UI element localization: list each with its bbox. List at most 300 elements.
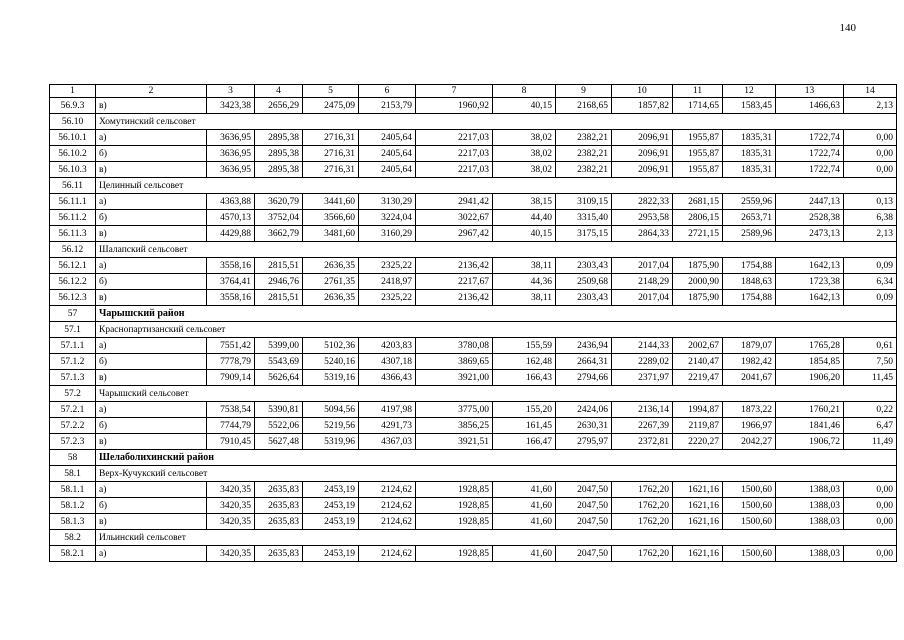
table-cell: 2528,38 — [776, 210, 844, 226]
table-cell: 4570,13 — [207, 210, 255, 226]
table-cell: 1754,88 — [723, 290, 776, 306]
table-cell: 2636,35 — [303, 290, 359, 306]
table-cell: 7,50 — [844, 354, 897, 370]
row-code: 56.12.2 — [50, 274, 96, 290]
table-cell: 2096,91 — [612, 162, 673, 178]
table-cell: 166,47 — [493, 434, 556, 450]
row-variant: а) — [96, 130, 207, 146]
table-cell: 2635,83 — [255, 546, 303, 562]
table-cell: 2453,19 — [303, 514, 359, 530]
table-cell: 4307,18 — [359, 354, 416, 370]
table-cell: 3130,29 — [359, 194, 416, 210]
table-cell: 4197,98 — [359, 402, 416, 418]
row-variant: б) — [96, 210, 207, 226]
table-cell: 2047,50 — [556, 546, 612, 562]
table-cell: 2630,31 — [556, 418, 612, 434]
table-cell: 0,00 — [844, 146, 897, 162]
row-variant: а) — [96, 402, 207, 418]
table-cell: 1762,20 — [612, 546, 673, 562]
table-cell: 2635,83 — [255, 498, 303, 514]
table-cell: 1722,74 — [776, 130, 844, 146]
row-code: 58.1.3 — [50, 514, 96, 530]
table-cell: 5522,06 — [255, 418, 303, 434]
table-cell: 2664,31 — [556, 354, 612, 370]
table-cell: 2716,31 — [303, 146, 359, 162]
section-name: Шалапский сельсовет — [96, 242, 897, 258]
table-cell: 5240,16 — [303, 354, 359, 370]
table-cell: 162,48 — [493, 354, 556, 370]
column-header: 12 — [723, 85, 776, 98]
row-code: 58.1 — [50, 466, 96, 482]
table-cell: 2716,31 — [303, 130, 359, 146]
row-code: 57.2.3 — [50, 434, 96, 450]
table-cell: 2148,29 — [612, 274, 673, 290]
table-cell: 1906,72 — [776, 434, 844, 450]
table-cell: 1500,60 — [723, 546, 776, 562]
table-cell: 3224,04 — [359, 210, 416, 226]
section-row — [50, 114, 897, 130]
table-cell: 2436,94 — [556, 338, 612, 354]
section-name: Хомутинский сельсовет — [96, 114, 897, 130]
table-cell: 5319,16 — [303, 370, 359, 386]
header-row — [50, 85, 897, 98]
table-cell: 41,60 — [493, 498, 556, 514]
column-header: 7 — [416, 85, 493, 98]
section-row — [50, 466, 897, 482]
row-variant: в) — [96, 434, 207, 450]
table-cell: 41,60 — [493, 482, 556, 498]
table-cell: 3662,79 — [255, 226, 303, 242]
table-cell: 0,00 — [844, 498, 897, 514]
table-cell: 2220,27 — [673, 434, 723, 450]
row-code: 58.1.1 — [50, 482, 96, 498]
table-cell: 1960,92 — [416, 98, 493, 114]
table-cell: 38,02 — [493, 162, 556, 178]
table-cell: 1928,85 — [416, 546, 493, 562]
table-cell: 2815,51 — [255, 290, 303, 306]
table-cell: 1879,07 — [723, 338, 776, 354]
table-cell: 1762,20 — [612, 514, 673, 530]
row-code: 56.11 — [50, 178, 96, 194]
table-cell: 44,40 — [493, 210, 556, 226]
table-cell: 2405,64 — [359, 146, 416, 162]
table-cell: 2168,65 — [556, 98, 612, 114]
table-cell: 2017,04 — [612, 258, 673, 274]
table-cell: 2267,39 — [612, 418, 673, 434]
section-row — [50, 386, 897, 402]
table-cell: 2382,21 — [556, 146, 612, 162]
table-cell: 2140,47 — [673, 354, 723, 370]
table-cell: 1854,85 — [776, 354, 844, 370]
table-cell: 2681,15 — [673, 194, 723, 210]
row-variant: в) — [96, 98, 207, 114]
table-cell: 1621,16 — [673, 498, 723, 514]
table-cell: 3921,51 — [416, 434, 493, 450]
row-code: 58.2 — [50, 530, 96, 546]
table-cell: 6,34 — [844, 274, 897, 290]
table-cell: 2136,42 — [416, 290, 493, 306]
table-cell: 1765,28 — [776, 338, 844, 354]
row-code: 57.1.1 — [50, 338, 96, 354]
table-cell: 0,00 — [844, 546, 897, 562]
row-code: 56.10.3 — [50, 162, 96, 178]
row-variant: в) — [96, 226, 207, 242]
column-header: 10 — [612, 85, 673, 98]
table-cell: 2041,67 — [723, 370, 776, 386]
table-cell: 1642,13 — [776, 290, 844, 306]
table-cell: 0,00 — [844, 514, 897, 530]
row-variant: б) — [96, 498, 207, 514]
table-cell: 2144,33 — [612, 338, 673, 354]
table-cell: 1388,03 — [776, 498, 844, 514]
table-cell: 3109,15 — [556, 194, 612, 210]
table-cell: 2953,58 — [612, 210, 673, 226]
table-cell: 0,61 — [844, 338, 897, 354]
table-cell: 1760,21 — [776, 402, 844, 418]
table-cell: 166,43 — [493, 370, 556, 386]
table-cell: 3160,29 — [359, 226, 416, 242]
table-cell: 3620,79 — [255, 194, 303, 210]
table-cell: 0,22 — [844, 402, 897, 418]
table-cell: 2153,79 — [359, 98, 416, 114]
table-row — [50, 258, 897, 274]
table-cell: 2656,29 — [255, 98, 303, 114]
table-cell: 3780,08 — [416, 338, 493, 354]
table-cell: 7910,45 — [207, 434, 255, 450]
row-variant: б) — [96, 274, 207, 290]
table-cell: 1994,87 — [673, 402, 723, 418]
table-cell: 2721,15 — [673, 226, 723, 242]
row-code: 57.2.2 — [50, 418, 96, 434]
table-cell: 5094,56 — [303, 402, 359, 418]
table-cell: 44,36 — [493, 274, 556, 290]
table-cell: 1848,63 — [723, 274, 776, 290]
table-cell: 0,00 — [844, 130, 897, 146]
table-cell: 1835,31 — [723, 146, 776, 162]
table-cell: 3752,04 — [255, 210, 303, 226]
table-cell: 40,15 — [493, 226, 556, 242]
table-row — [50, 434, 897, 450]
table-cell: 40,15 — [493, 98, 556, 114]
table-cell: 1955,87 — [673, 130, 723, 146]
row-variant: в) — [96, 370, 207, 386]
table-row — [50, 338, 897, 354]
row-code: 56.10 — [50, 114, 96, 130]
table-row — [50, 290, 897, 306]
table-cell: 2424,06 — [556, 402, 612, 418]
row-variant: а) — [96, 338, 207, 354]
row-code: 57.1.3 — [50, 370, 96, 386]
table-row — [50, 546, 897, 562]
table-cell: 2895,38 — [255, 130, 303, 146]
table-cell: 1955,87 — [673, 146, 723, 162]
table-cell: 2453,19 — [303, 498, 359, 514]
table-cell: 0,09 — [844, 258, 897, 274]
table-cell: 6,47 — [844, 418, 897, 434]
table-cell: 1928,85 — [416, 498, 493, 514]
table-cell: 2509,68 — [556, 274, 612, 290]
table-cell: 2,13 — [844, 226, 897, 242]
table-cell: 2815,51 — [255, 258, 303, 274]
column-header: 9 — [556, 85, 612, 98]
table-cell: 2303,43 — [556, 258, 612, 274]
table-cell: 3764,41 — [207, 274, 255, 290]
row-variant: в) — [96, 514, 207, 530]
table-row — [50, 274, 897, 290]
table-row — [50, 98, 897, 114]
table-row — [50, 418, 897, 434]
table-cell: 1835,31 — [723, 130, 776, 146]
row-code: 56.12.3 — [50, 290, 96, 306]
table-cell: 4366,43 — [359, 370, 416, 386]
table-cell: 4363,88 — [207, 194, 255, 210]
district-row — [50, 306, 897, 322]
table-cell: 1500,60 — [723, 514, 776, 530]
column-header: 1 — [50, 85, 96, 98]
table-cell: 3423,38 — [207, 98, 255, 114]
table-row — [50, 226, 897, 242]
table-cell: 2217,67 — [416, 274, 493, 290]
table-cell: 2559,96 — [723, 194, 776, 210]
table-cell: 1388,03 — [776, 546, 844, 562]
table-cell: 2895,38 — [255, 146, 303, 162]
row-code: 57.1.2 — [50, 354, 96, 370]
table-cell: 2017,04 — [612, 290, 673, 306]
table-cell: 1722,74 — [776, 146, 844, 162]
row-variant: б) — [96, 354, 207, 370]
table-cell: 1388,03 — [776, 514, 844, 530]
row-code: 58.2.1 — [50, 546, 96, 562]
table-cell: 38,02 — [493, 146, 556, 162]
table-cell: 2967,42 — [416, 226, 493, 242]
table-cell: 38,15 — [493, 194, 556, 210]
table-cell: 2864,33 — [612, 226, 673, 242]
table-cell: 2941,42 — [416, 194, 493, 210]
table-cell: 0,09 — [844, 290, 897, 306]
table-cell: 2371,97 — [612, 370, 673, 386]
table-cell: 2119,87 — [673, 418, 723, 434]
table-cell: 155,20 — [493, 402, 556, 418]
table-cell: 1754,88 — [723, 258, 776, 274]
column-header: 6 — [359, 85, 416, 98]
table-cell: 1875,90 — [673, 258, 723, 274]
table-cell: 2096,91 — [612, 146, 673, 162]
column-header: 8 — [493, 85, 556, 98]
table-cell: 3775,00 — [416, 402, 493, 418]
section-row — [50, 322, 897, 338]
table-cell: 3420,35 — [207, 546, 255, 562]
row-code: 58.1.2 — [50, 498, 96, 514]
table-cell: 5399,00 — [255, 338, 303, 354]
table-cell: 4203,83 — [359, 338, 416, 354]
row-variant: а) — [96, 258, 207, 274]
table-cell: 3566,60 — [303, 210, 359, 226]
table-cell: 1621,16 — [673, 546, 723, 562]
table-cell: 155,59 — [493, 338, 556, 354]
table-cell: 2635,83 — [255, 514, 303, 530]
table-cell: 2453,19 — [303, 546, 359, 562]
row-code: 57.2 — [50, 386, 96, 402]
table-cell: 1928,85 — [416, 514, 493, 530]
section-name: Чарышский сельсовет — [96, 386, 897, 402]
table-cell: 2946,76 — [255, 274, 303, 290]
table-cell: 1642,13 — [776, 258, 844, 274]
table-row — [50, 130, 897, 146]
table-cell: 0,13 — [844, 194, 897, 210]
row-variant: б) — [96, 146, 207, 162]
table-cell: 1500,60 — [723, 482, 776, 498]
table-cell: 41,60 — [493, 546, 556, 562]
table-cell: 2382,21 — [556, 162, 612, 178]
row-code: 56.12 — [50, 242, 96, 258]
district-name: Чарышский район — [96, 306, 897, 322]
column-header: 14 — [844, 85, 897, 98]
table-cell: 3869,65 — [416, 354, 493, 370]
table-cell: 3636,95 — [207, 162, 255, 178]
table-cell: 2002,67 — [673, 338, 723, 354]
row-code: 56.10.1 — [50, 130, 96, 146]
table-cell: 161,45 — [493, 418, 556, 434]
table-cell: 11,49 — [844, 434, 897, 450]
column-header: 2 — [96, 85, 207, 98]
row-variant: б) — [96, 418, 207, 434]
table-row — [50, 370, 897, 386]
table-cell: 1928,85 — [416, 482, 493, 498]
table-cell: 2382,21 — [556, 130, 612, 146]
table-row — [50, 402, 897, 418]
table-cell: 1875,90 — [673, 290, 723, 306]
table-cell: 2325,22 — [359, 258, 416, 274]
row-code: 56.9.3 — [50, 98, 96, 114]
table-cell: 1841,46 — [776, 418, 844, 434]
table-cell: 1835,31 — [723, 162, 776, 178]
section-row — [50, 242, 897, 258]
column-header: 3 — [207, 85, 255, 98]
table-row — [50, 210, 897, 226]
table-cell: 1621,16 — [673, 482, 723, 498]
table-row — [50, 498, 897, 514]
table-cell: 1966,97 — [723, 418, 776, 434]
table-cell: 7778,79 — [207, 354, 255, 370]
section-name: Ильинский сельсовет — [96, 530, 897, 546]
table-cell: 38,02 — [493, 130, 556, 146]
district-row — [50, 450, 897, 466]
table-cell: 2453,19 — [303, 482, 359, 498]
table-cell: 2047,50 — [556, 482, 612, 498]
table-cell: 1873,22 — [723, 402, 776, 418]
table-cell: 2136,42 — [416, 258, 493, 274]
table-cell: 2289,02 — [612, 354, 673, 370]
row-code: 56.11.3 — [50, 226, 96, 242]
table-cell: 1714,65 — [673, 98, 723, 114]
table-cell: 3481,60 — [303, 226, 359, 242]
table-cell: 38,11 — [493, 258, 556, 274]
table-cell: 2047,50 — [556, 514, 612, 530]
table-cell: 7551,42 — [207, 338, 255, 354]
table-cell: 2124,62 — [359, 482, 416, 498]
table-cell: 0,00 — [844, 162, 897, 178]
page-number: 140 — [839, 22, 856, 34]
table-cell: 3558,16 — [207, 290, 255, 306]
table-cell: 2096,91 — [612, 130, 673, 146]
section-name: Краснопартизанский сельсовет — [96, 322, 897, 338]
table-cell: 2000,90 — [673, 274, 723, 290]
table-cell: 7538,54 — [207, 402, 255, 418]
row-code: 56.11.2 — [50, 210, 96, 226]
table-cell: 2042,27 — [723, 434, 776, 450]
table-cell: 2303,43 — [556, 290, 612, 306]
column-header: 11 — [673, 85, 723, 98]
table-cell: 2372,81 — [612, 434, 673, 450]
column-header: 5 — [303, 85, 359, 98]
table-cell: 2794,66 — [556, 370, 612, 386]
table-cell: 2636,35 — [303, 258, 359, 274]
table-cell: 0,00 — [844, 482, 897, 498]
row-code: 56.10.2 — [50, 146, 96, 162]
column-header: 13 — [776, 85, 844, 98]
row-code: 56.12.1 — [50, 258, 96, 274]
table-cell: 3636,95 — [207, 146, 255, 162]
table-cell: 5543,69 — [255, 354, 303, 370]
table-cell: 2447,13 — [776, 194, 844, 210]
table-cell: 3558,16 — [207, 258, 255, 274]
section-row — [50, 530, 897, 546]
table-row — [50, 194, 897, 210]
table-cell: 2124,62 — [359, 546, 416, 562]
table-cell: 2475,09 — [303, 98, 359, 114]
district-name: Шелаболихинский район — [96, 450, 897, 466]
table-cell: 3022,67 — [416, 210, 493, 226]
table-cell: 2895,38 — [255, 162, 303, 178]
table-cell: 1388,03 — [776, 482, 844, 498]
table-cell: 2761,35 — [303, 274, 359, 290]
table-cell: 2473,13 — [776, 226, 844, 242]
table-cell: 5219,56 — [303, 418, 359, 434]
table-cell: 1762,20 — [612, 498, 673, 514]
table-cell: 3636,95 — [207, 130, 255, 146]
table-cell: 1722,74 — [776, 162, 844, 178]
table-cell: 3921,00 — [416, 370, 493, 386]
table-cell: 2653,71 — [723, 210, 776, 226]
table-cell: 6,38 — [844, 210, 897, 226]
table-cell: 41,60 — [493, 514, 556, 530]
table-cell: 2124,62 — [359, 498, 416, 514]
table-cell: 2795,97 — [556, 434, 612, 450]
table-row — [50, 162, 897, 178]
table-cell: 2635,83 — [255, 482, 303, 498]
table-cell: 2124,62 — [359, 514, 416, 530]
table-cell: 2,13 — [844, 98, 897, 114]
row-code: 57 — [50, 306, 96, 322]
table-cell: 2405,64 — [359, 130, 416, 146]
table-cell: 7909,14 — [207, 370, 255, 386]
table-cell: 3420,35 — [207, 498, 255, 514]
table-cell: 1621,16 — [673, 514, 723, 530]
table-cell: 1466,63 — [776, 98, 844, 114]
row-variant: в) — [96, 290, 207, 306]
table-cell: 2325,22 — [359, 290, 416, 306]
table-cell: 1906,20 — [776, 370, 844, 386]
table-cell: 4429,88 — [207, 226, 255, 242]
row-variant: в) — [96, 162, 207, 178]
table-cell: 4367,03 — [359, 434, 416, 450]
table-cell: 5626,64 — [255, 370, 303, 386]
table-cell: 3315,40 — [556, 210, 612, 226]
row-code: 57.2.1 — [50, 402, 96, 418]
table-cell: 2219,47 — [673, 370, 723, 386]
table-cell: 3420,35 — [207, 514, 255, 530]
table-cell: 3175,15 — [556, 226, 612, 242]
